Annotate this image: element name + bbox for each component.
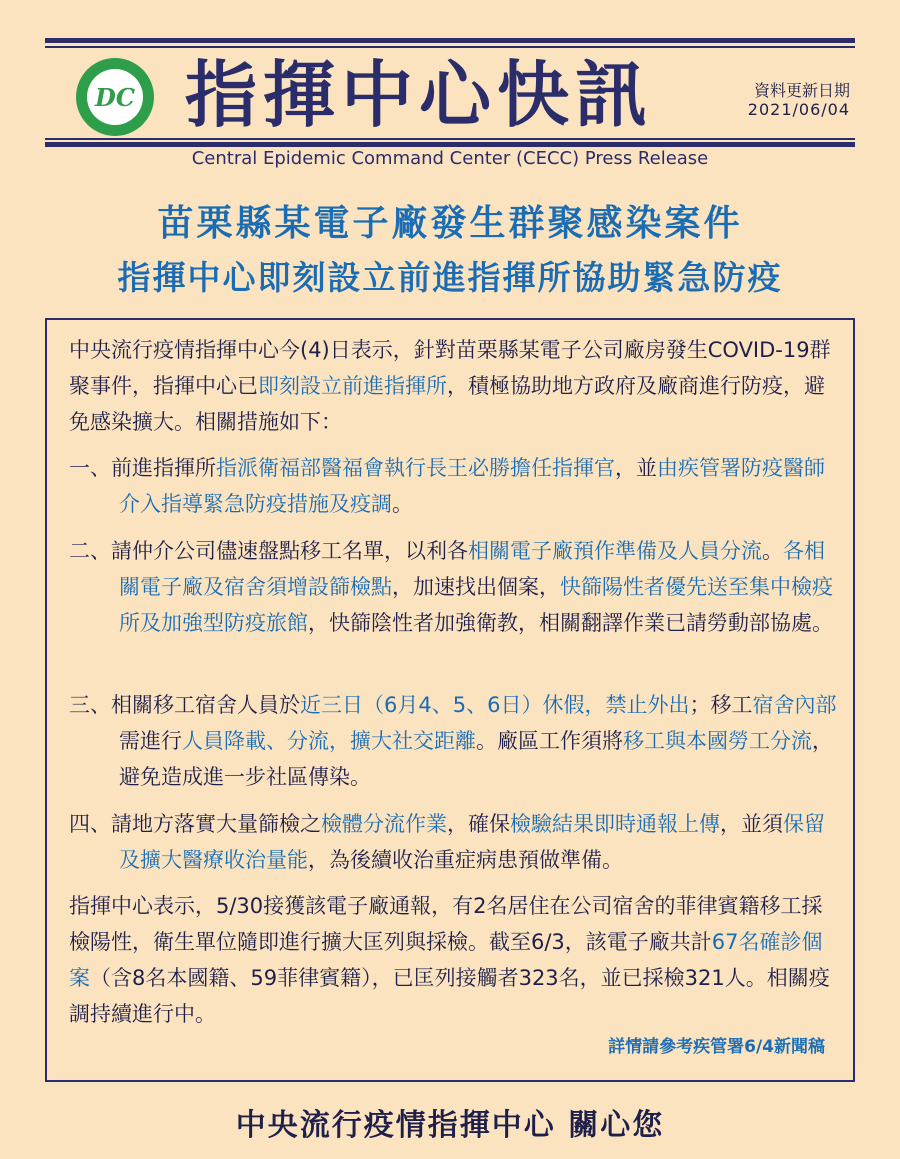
body-text: 。 <box>762 539 783 563</box>
highlighted-text: 各相關電子廠及宿舍須增設篩檢點 <box>119 539 825 599</box>
highlighted-text: 保留及擴大醫療收治量能 <box>119 812 825 872</box>
body-text: ，為後續收治重症病患預做準備。 <box>308 848 623 872</box>
body-text: 三、相關移工宿舍人員於 <box>69 693 300 717</box>
body-text: 一、前進指揮所 <box>69 456 216 480</box>
footer-slogan: 中央流行疫情指揮中心 關心您 <box>235 1108 665 1143</box>
top-rule-thick <box>45 38 855 43</box>
header-rule-thick <box>45 142 855 147</box>
body-text: 。廠區工作須將 <box>476 729 623 753</box>
highlighted-text: 即刻設立前進指揮所 <box>258 374 447 398</box>
body-text: ，確保 <box>447 812 510 836</box>
summary-paragraph <box>69 888 839 1032</box>
highlighted-text: 檢驗結果即時通報上傳 <box>510 812 720 836</box>
intro-paragraph <box>69 332 839 440</box>
measure-item-2 <box>69 533 839 641</box>
measure-item-4 <box>69 806 839 878</box>
highlighted-text: 檢體分流作業 <box>321 812 447 836</box>
body-text: ，積極協助地方政府及廠商進行防疫，避免感染擴大。相關措施如下： <box>69 374 825 434</box>
body-text: （含8名本國籍、59菲律賓籍），已匡列接觸者323名，並已採檢321人。相關疫調持續進行中。 <box>69 966 830 1026</box>
highlighted-text: 宿舍內部 <box>752 693 837 717</box>
headline-line-1: 苗栗縣某電子廠發生群聚感染案件 <box>157 203 743 244</box>
highlighted-text: 快篩陽性者優先送至集中檢疫所及加強型防疫旅館 <box>119 575 833 635</box>
highlighted-text: 近三日（6月4、5、6日）休假，禁止外出 <box>300 693 690 717</box>
reference-note: 詳情請參考疾管署6/4新聞稿 <box>608 1037 825 1057</box>
headline-line-2: 指揮中心即刻設立前進指揮所協助緊急防疫 <box>117 258 783 297</box>
highlighted-text: 人員降載、分流，擴大社交距離 <box>182 729 476 753</box>
body-text: 。 <box>392 492 413 516</box>
top-rule-thin <box>45 46 855 48</box>
measure-item-1 <box>69 450 839 522</box>
highlighted-text: 67名確診個案 <box>69 930 823 990</box>
update-date-label: 資料更新日期 <box>753 81 850 100</box>
highlighted-text: 移工與本國勞工分流 <box>623 729 812 753</box>
content-box <box>45 318 855 1082</box>
page-title: 指揮中心快訊 <box>185 53 654 137</box>
update-date: 2021/06/04 <box>747 100 850 119</box>
body-text: ，加速找出個案， <box>392 575 560 599</box>
body-text: ，避免造成進一步社區傳染。 <box>119 729 833 789</box>
highlighted-text: 由疾管署防疫醫師介入指導緊急防疫措施及疫調 <box>119 456 825 516</box>
body-text: 指揮中心表示，5/30接獲該電子廠通報，有2名居住在公司宿舍的菲律賓籍移工採檢陽性，衛生單位隨即進行擴大匡列與採檢。截至6/3，該電子廠共計 <box>69 894 823 954</box>
cdc-logo <box>76 58 154 136</box>
highlighted-text: 指派衛福部醫福會執行長王必勝擔任指揮官 <box>216 456 615 480</box>
body-text: 需進行 <box>119 729 182 753</box>
body-text: ，並須 <box>720 812 783 836</box>
measure-item-3 <box>69 687 839 795</box>
body-text: ，快篩陰性者加強衛教，相關翻譯作業已請勞動部協處。 <box>308 611 833 635</box>
english-subtitle: Central Epidemic Command Center (CECC) Press Release <box>191 148 709 169</box>
body-text: ；移工 <box>689 693 753 717</box>
highlighted-text: 相關電子廠預作準備及人員分流 <box>468 539 762 563</box>
body-text: 中央流行疫情指揮中心今(4)日表示，針對苗栗縣某電子公司廠房發生COVID-19群聚事件，指揮中心已 <box>69 338 831 398</box>
body-text: 二、請仲介公司儘速盤點移工名單，以利各 <box>69 539 468 563</box>
body-text: ，並 <box>615 456 657 480</box>
body-text: 四、請地方落實大量篩檢之 <box>69 812 321 836</box>
cdc-logo-mark: DC <box>87 69 143 125</box>
